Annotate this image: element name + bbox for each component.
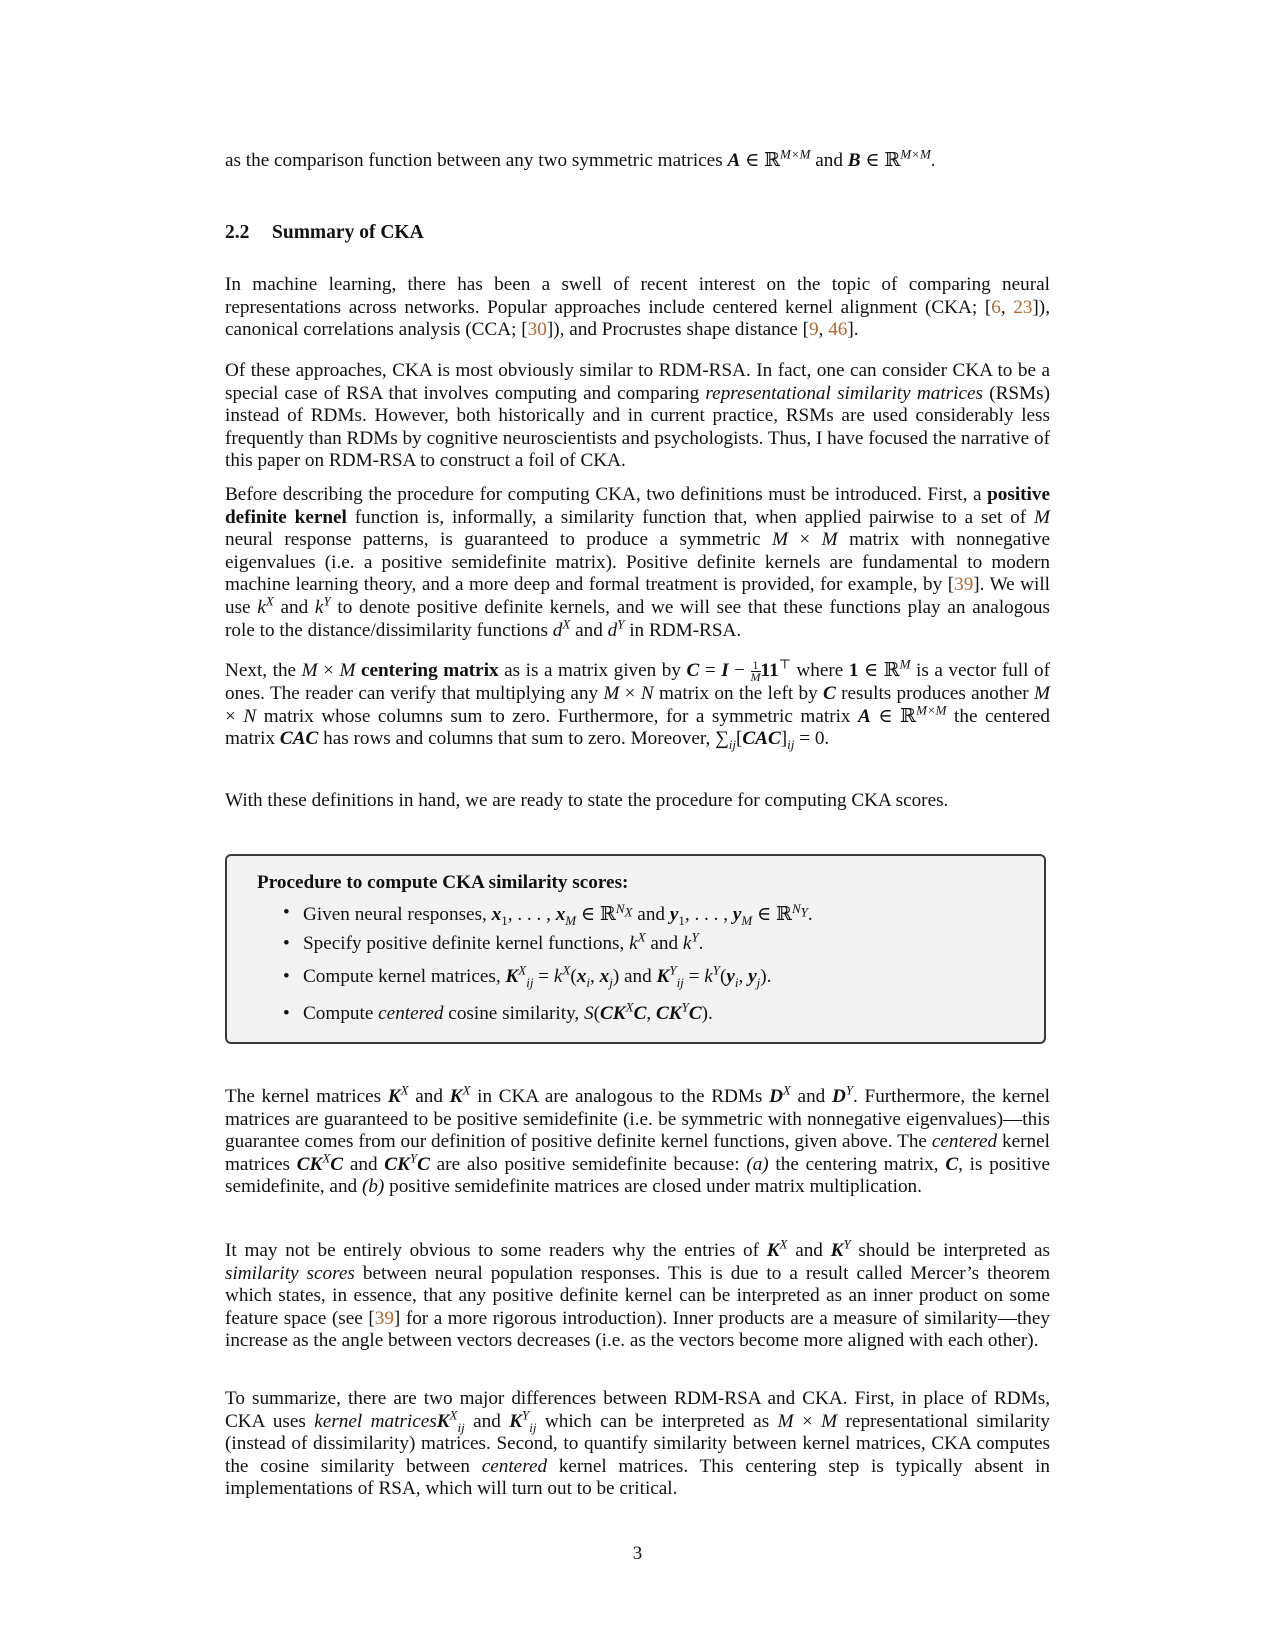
citation-link[interactable]: 39 <box>374 1307 394 1329</box>
paragraph-8: To summarize, there are two major differences between RDM-RSA and CKA. First, in place of RDMs, CKA uses kernel matricesK$^X_{ij}$ and $K^Y_{ij}$ which can be interpreted as M × M representational similarity (instead of dissimilarity) matrices. Second, to quantify similarity between kernel matrices, CKA computes the cosine similarity between centered kernel matrices. This centering step is typically absent in implementations of RSA, which will turn out to be critical. <box>225 1388 1050 1500</box>
citation-link[interactable]: 23 <box>1013 296 1033 318</box>
procedure-title: Procedure to compute CKA similarity scores: <box>257 872 629 893</box>
procedure-item: • Compute kernel matrices, $K^X_{ij} = k^X(x_i$, $x_j$) and $K^Y_{ij} = k^Y(y_i$, $y_j$). <box>283 962 772 990</box>
intro-line: as the comparison function between any two symmetric matrices A ∈ ℝ$^{M\times M}$ and B ∈ ℝ$^{M\times M}$. <box>225 146 936 171</box>
citation-link[interactable]: 30 <box>527 319 547 341</box>
paragraph-5: With these definitions in hand, we are ready to state the procedure for computing CKA scores. <box>225 790 949 811</box>
citation-link[interactable]: 46 <box>828 319 848 341</box>
procedure-list <box>283 900 1003 1025</box>
paragraph-3: Before describing the procedure for computing CKA, two definitions must be introduced. First, a positive definite kernel function is, informally, a similarity function that, when applied pairwise to a set of M neural response patterns, is guaranteed to produce a symmetric M × M matrix with nonnegative eigenvalues (i.e. a positive semidefinite matrix). Positive definite kernels are fundamental to modern machine learning theory, and a more deep and formal treatment is provided, for example, by [39]. We will use $k^X$ and $k^Y$ to denote positive definite kernels, and we will see that these functions play an analogous role to the distance/dissimilarity functions $d^X$ and $d^Y$ in RDM-RSA. <box>225 484 1051 641</box>
paragraph-7: It may not be entirely obvious to some readers why the entries of $K^X$ and $K^Y$ should be interpreted as similarity scores between neural population responses. This is due to a result called Mercer’s theorem which states, in essence, that any positive definite kernel can be interpreted as an inner product on some feature space (see [39] for a more rigorous introduction). Inner products are a measure of similarity—they increase as the angle between vectors decreases (i.e. as the vectors become more aligned with each other). <box>225 1236 1051 1352</box>
section-title: Summary of CKA <box>272 222 424 243</box>
paragraph-4: Next, the M × M centering matrix as is a matrix given by C = I − $\frac{1}{M}$ 11⊤ where 1 ∈ ℝ$^M$ is a vector full of ones. The reader can verify that multiplying any M × N matrix on the left by C results produces another M × N matrix whose columns sum to zero. Furthermore, for a symmetric matrix A ∈ ℝ$^{M\times M}$ the centered matrix CAC has rows and columns that sum to zero. Moreover, $\sum_{ij}[CAC]_{ij} = 0$. <box>225 656 1050 753</box>
procedure-item: • Compute centered cosine similarity, $S(CK^XC$, $CK^YC$). <box>283 999 713 1024</box>
procedure-box <box>225 854 1046 1044</box>
citation-link[interactable]: 9 <box>809 319 819 341</box>
citation-link[interactable]: 6 <box>991 296 1001 318</box>
paragraph-6: The kernel matrices $K^X$ and $K^X$ in CKA are analogous to the RDMs $D^X$ and $D^Y$. Furthermore, the kernel matrices are guaranteed to be positive semidefinite (i.e. be symmetric with nonnegative eigenvalues)—this guarantee comes from our definition of positive definite kernel functions, given above. The centered kernel matrices $CK^XC$ and $CK^YC$ are also positive semidefinite because: (a) the centering matrix, C, is positive semidefinite, and (b) positive semidefinite matrices are closed under matrix multiplication. <box>225 1082 1050 1198</box>
section-heading <box>225 222 424 244</box>
procedure-item: • Specify positive definite kernel functions, $k^X$ and $k^Y$. <box>283 929 704 954</box>
paragraph-2: Of these approaches, CKA is most obviously similar to RDM-RSA. In fact, one can consider CKA to be a special case of RSA that involves computing and comparing representational similarity matrices (RSMs) instead of RDMs. However, both historically and in current practice, RSMs are used considerably less frequently than RDMs by cognitive neuroscientists and psychologists. Thus, I have focused the narrative of this paper on RDM-RSA to construct a foil of CKA. <box>225 360 1050 472</box>
section-number: 2.2 <box>225 222 250 243</box>
page-number: 3 <box>632 1543 643 1564</box>
procedure-item: • Given neural responses, $x_1$, . . . , $x_M$ ∈ ℝ$^{N_X}$ and $y_1$, . . . , $y_M$ ∈ ℝ$^{N_Y}$. <box>283 900 813 928</box>
citation-link[interactable]: 39 <box>954 574 974 596</box>
paragraph-1: In machine learning, there has been a swell of recent interest on the topic of comparing neural representations across networks. Popular approaches include centered kernel alignment (CKA; [6, 23]), canonical correlations analysis (CCA; [30]), and Procrustes shape distance [9, 46]. <box>225 274 1050 341</box>
